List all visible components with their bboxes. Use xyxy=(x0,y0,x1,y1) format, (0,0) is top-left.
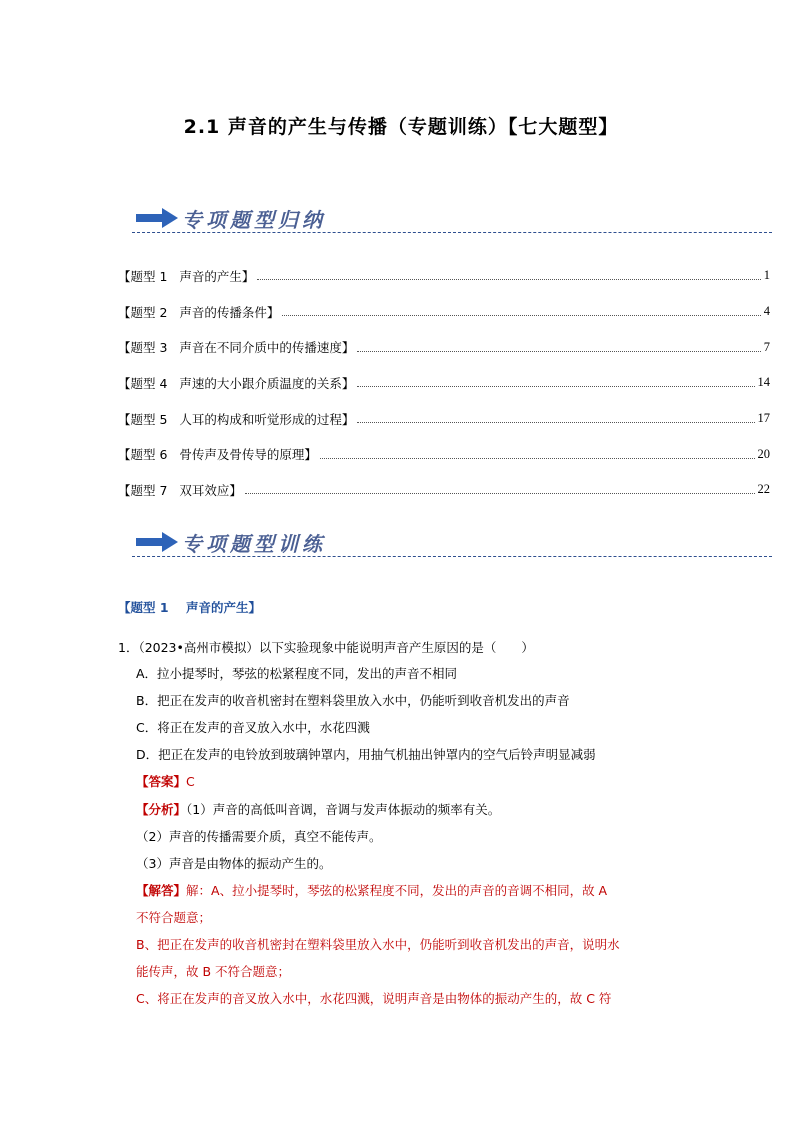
toc-entry-page: 17 xyxy=(757,411,770,426)
toc-entry[interactable] xyxy=(118,472,770,508)
toc-leader-dots xyxy=(357,422,754,423)
question-type-heading: 【题型 1 声音的产生】 xyxy=(118,600,261,615)
section-heading-text: 专项题型归纳 xyxy=(182,208,326,232)
toc-entry-page: 1 xyxy=(763,268,770,283)
toc-entry-page: 4 xyxy=(763,304,770,319)
solution-text: 解：A、拉小提琴时，琴弦的松紧程度不同，发出的声音的音调不相同，故 A xyxy=(186,883,608,898)
analysis-tag: 【分析】 xyxy=(136,802,187,817)
toc-leader-dots xyxy=(357,351,760,352)
question-stem: 1．（2023•高州市模拟）以下实验现象中能说明声音产生原因的是（ ） xyxy=(118,640,534,655)
answer-line xyxy=(136,772,195,790)
solution-text: 不符合题意； xyxy=(136,910,212,925)
toc-entry-label: 【题型 3 声音在不同介质中的传播速度】 xyxy=(118,340,355,356)
toc-leader-dots xyxy=(257,279,760,280)
arrow-right-icon xyxy=(136,532,178,552)
dashed-divider xyxy=(132,232,772,233)
toc-entry-page: 20 xyxy=(757,446,770,461)
toc-leader-dots xyxy=(282,315,760,316)
analysis-text: （3）声音是由物体的振动产生的。 xyxy=(136,856,332,871)
solution-line xyxy=(136,881,607,899)
arrow-right-icon xyxy=(136,208,178,228)
toc-entry-label: 【题型 4 声速的大小跟介质温度的关系】 xyxy=(118,375,355,391)
solution-text: C、将正在发声的音叉放入水中，水花四溅，说明声音是由物体的振动产生的，故 C 符 xyxy=(136,991,612,1006)
solution-text: 能传声，故 B 不符合题意； xyxy=(136,964,291,979)
analysis-text: （2）声音的传播需要介质，真空不能传声。 xyxy=(136,829,382,844)
toc-entry-label: 【题型 7 双耳效应】 xyxy=(118,482,242,498)
toc-entry[interactable] xyxy=(118,436,770,472)
page-title: 2.1 声音的产生与传播（专题训练）【七大题型】 xyxy=(183,116,619,138)
toc-entry-label: 【题型 1 声音的产生】 xyxy=(118,268,255,284)
toc-entry-label: 【题型 6 骨传声及骨传导的原理】 xyxy=(118,447,317,463)
option-d: D．把正在发声的电铃放到玻璃钟罩内，用抽气机抽出钟罩内的空气后铃声明显减弱 xyxy=(136,747,596,762)
toc-entry[interactable] xyxy=(118,401,770,437)
toc-entry[interactable] xyxy=(118,365,770,401)
toc-leader-dots xyxy=(357,386,754,387)
toc-leader-dots xyxy=(245,493,755,494)
toc-entry-label: 【题型 5 人耳的构成和听觉形成的过程】 xyxy=(118,411,355,427)
toc-entry-page: 14 xyxy=(757,375,770,390)
section-heading-text: 专项题型训练 xyxy=(182,532,326,556)
toc-entry-label: 【题型 2 声音的传播条件】 xyxy=(118,304,280,320)
section-heading-training xyxy=(132,526,772,562)
option-a: A．拉小提琴时，琴弦的松紧程度不同，发出的声音不相同 xyxy=(136,666,458,681)
toc-entry[interactable] xyxy=(118,258,770,294)
analysis-text: （1）声音的高低叫音调，音调与发声体振动的频率有关。 xyxy=(186,802,501,817)
toc-entry[interactable] xyxy=(118,294,770,330)
section-heading-summary xyxy=(132,202,772,238)
solution-tag: 【解答】 xyxy=(136,883,187,898)
toc-entry-page: 7 xyxy=(763,339,770,354)
answer-value: C xyxy=(186,774,195,789)
analysis-line xyxy=(136,800,500,818)
dashed-divider xyxy=(132,556,772,557)
toc-entry[interactable] xyxy=(118,329,770,365)
solution-text: B、把正在发声的收音机密封在塑料袋里放入水中，仍能听到收音机发出的声音，说明水 xyxy=(136,937,620,952)
toc-entry-page: 22 xyxy=(757,482,770,497)
table-of-contents xyxy=(118,258,770,508)
option-c: C．将正在发声的音叉放入水中，水花四溅 xyxy=(136,720,370,735)
option-b: B．把正在发声的收音机密封在塑料袋里放入水中，仍能听到收音机发出的声音 xyxy=(136,693,570,708)
answer-tag: 【答案】 xyxy=(136,774,187,789)
toc-leader-dots xyxy=(320,458,755,459)
